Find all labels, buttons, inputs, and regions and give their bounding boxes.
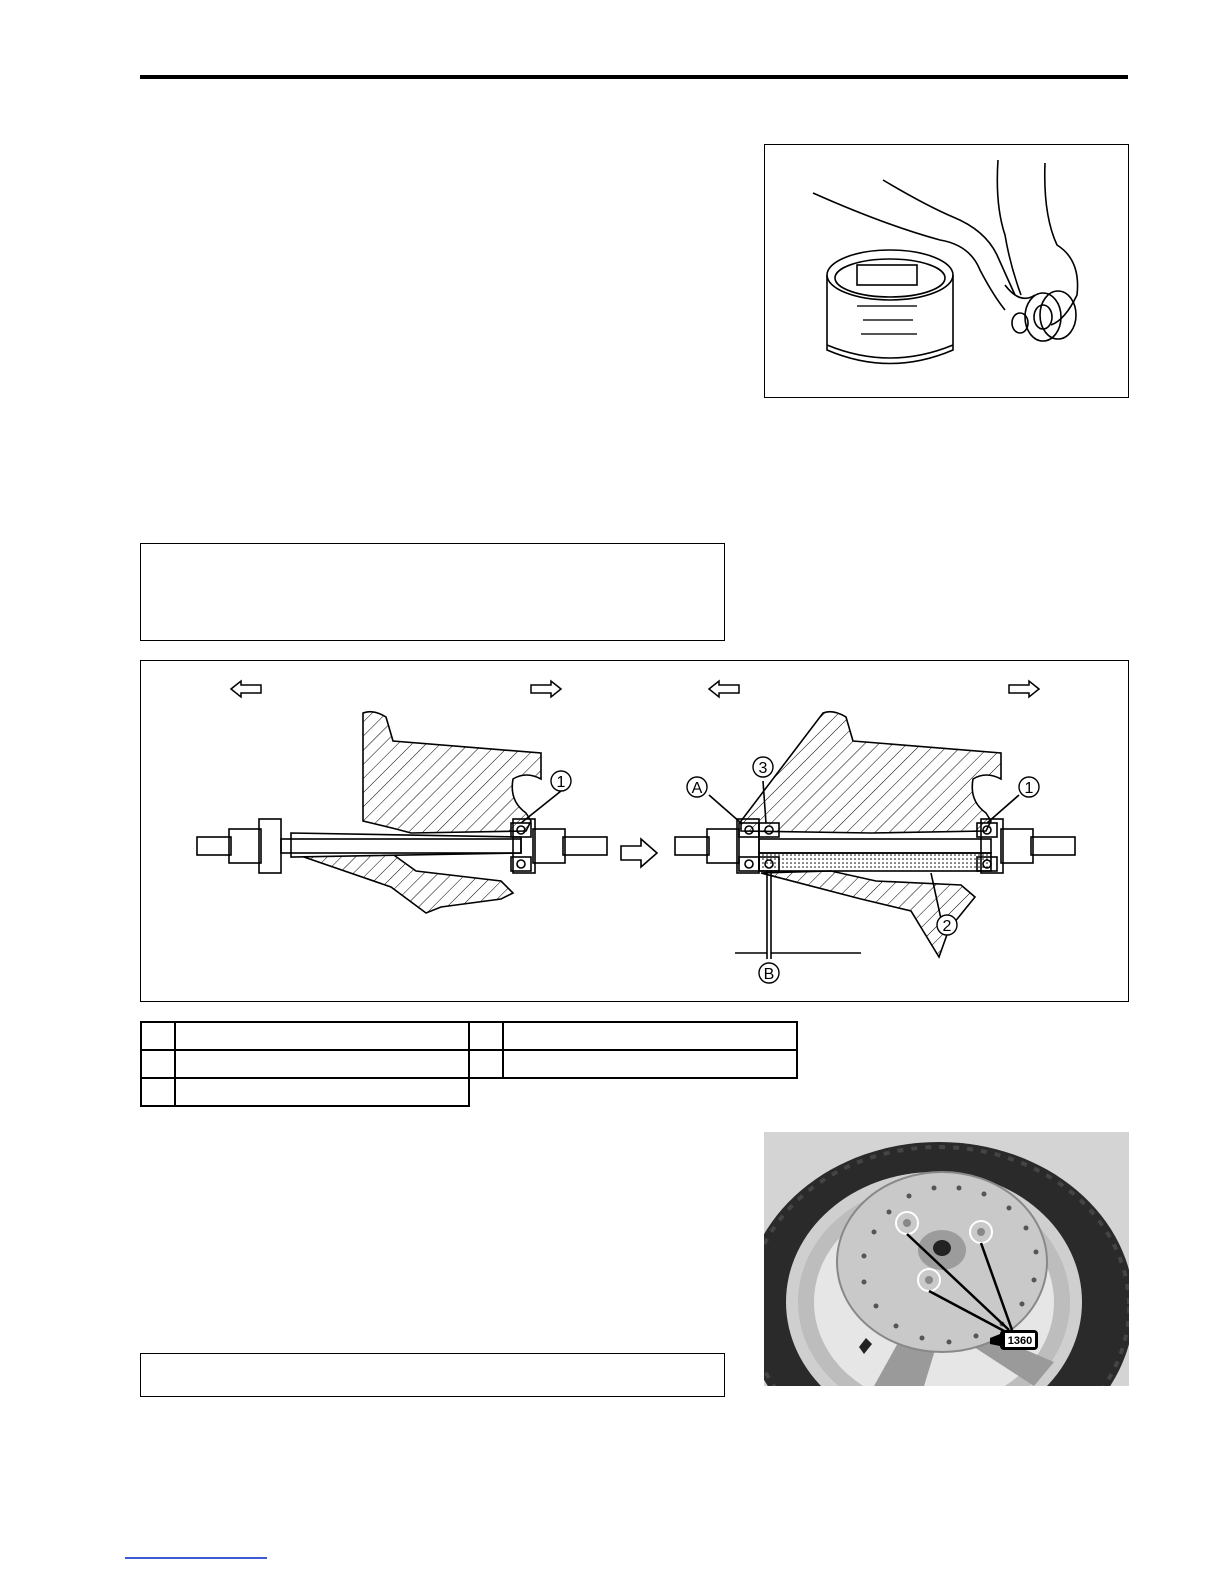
header-rule bbox=[140, 75, 1128, 79]
legend-row bbox=[141, 1078, 797, 1106]
note-box bbox=[140, 543, 725, 641]
legend-text bbox=[503, 1022, 797, 1050]
callout-b-label: B bbox=[763, 966, 775, 983]
direction-arrows bbox=[231, 681, 1039, 697]
callout-a-label: A bbox=[691, 780, 703, 797]
callout-2-label: 2 bbox=[942, 918, 952, 935]
threadlock-badge-label: 1360 bbox=[1007, 1335, 1033, 1347]
legend-text bbox=[175, 1050, 469, 1078]
legend-text bbox=[175, 1022, 469, 1050]
legend-number bbox=[469, 1050, 503, 1078]
legend-text bbox=[175, 1078, 469, 1106]
legend-text bbox=[503, 1050, 797, 1078]
legend-number bbox=[141, 1022, 175, 1050]
callout-1-right-label: 1 bbox=[1024, 780, 1034, 797]
wheel-disc-photo bbox=[764, 1132, 1129, 1386]
callout-1-left-label: 1 bbox=[556, 774, 566, 791]
legend-row bbox=[141, 1022, 797, 1050]
caution-box bbox=[140, 1353, 725, 1397]
legend-row bbox=[141, 1050, 797, 1078]
legend-number bbox=[141, 1078, 175, 1106]
callout-3-label: 3 bbox=[758, 760, 768, 777]
bearing-grease-illustration bbox=[764, 144, 1129, 398]
legend-table bbox=[140, 1021, 798, 1107]
legend-number bbox=[141, 1050, 175, 1078]
legend-number bbox=[469, 1022, 503, 1050]
footer-link-underline[interactable] bbox=[125, 1557, 267, 1559]
bearing-installation-diagram bbox=[140, 660, 1129, 1002]
